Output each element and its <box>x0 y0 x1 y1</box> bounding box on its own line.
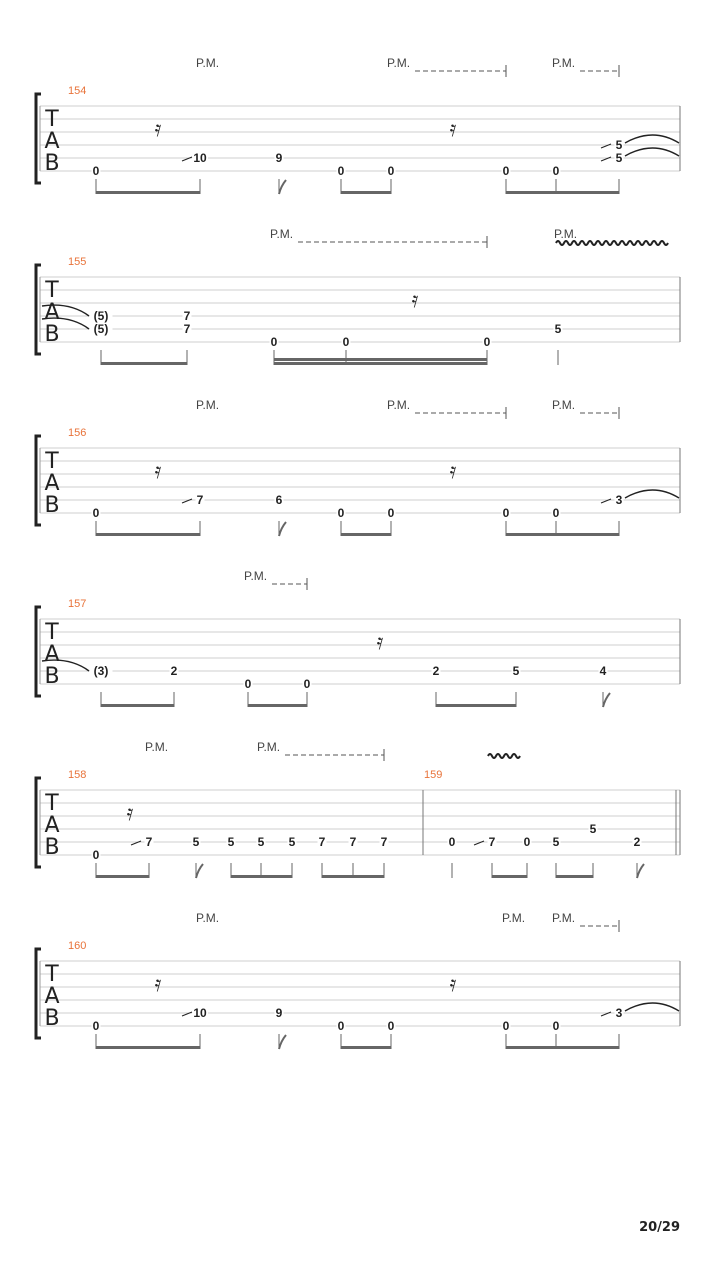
fret-number: (5) <box>93 322 109 336</box>
tab-system <box>36 569 680 707</box>
tie-arc <box>625 135 679 143</box>
note-beam <box>506 533 619 536</box>
measure-number: 159 <box>424 769 443 781</box>
fret-number: 5 <box>554 322 562 336</box>
note-beam <box>322 875 384 878</box>
fret-number: 0 <box>502 1019 510 1033</box>
fret-number: 7 <box>183 322 191 336</box>
fret-number: 6 <box>275 493 283 507</box>
tab-system <box>36 56 680 194</box>
fret-number: 0 <box>303 677 311 691</box>
note-beam <box>96 875 149 878</box>
tab-system <box>36 911 680 1049</box>
fret-number: 0 <box>92 848 100 862</box>
fret-number: 0 <box>483 335 491 349</box>
fret-number: 5 <box>589 822 597 836</box>
tab-clef-letter: A <box>44 300 60 325</box>
rest-symbol: 𝄿 <box>154 459 162 484</box>
fret-number: 0 <box>448 835 456 849</box>
tab-clef-letter: T <box>45 791 59 816</box>
note-flag <box>637 864 644 878</box>
note-beam <box>506 191 619 194</box>
fret-number: 2 <box>170 664 178 678</box>
fret-number: 0 <box>387 506 395 520</box>
tab-clef-letter: A <box>44 642 60 667</box>
palm-mute-label: P.M. <box>552 398 576 412</box>
fret-number: 7 <box>488 835 496 849</box>
measure-number: 155 <box>68 256 87 268</box>
tab-clef-letter: T <box>45 962 59 987</box>
fret-number: 0 <box>552 164 560 178</box>
fret-number: 0 <box>337 164 345 178</box>
fret-number: 7 <box>183 309 191 323</box>
fret-number: 0 <box>342 335 350 349</box>
fret-number: 5 <box>512 664 520 678</box>
note-beam <box>436 704 516 707</box>
rest-symbol: 𝄿 <box>376 630 384 655</box>
fret-number: (5) <box>93 309 109 323</box>
tie-arc <box>625 1003 679 1011</box>
note-beam <box>341 191 391 194</box>
rest-symbol: 𝄿 <box>449 972 457 997</box>
tab-clef-letter: T <box>45 107 59 132</box>
note-beam <box>492 875 527 878</box>
tab-clef-letter: T <box>45 278 59 303</box>
fret-number: 2 <box>432 664 440 678</box>
palm-mute-label: P.M. <box>270 227 294 241</box>
tab-clef-letter: B <box>44 493 60 518</box>
vibrato-marking <box>488 754 520 758</box>
rest-symbol: 𝄿 <box>154 972 162 997</box>
note-beam <box>101 362 187 365</box>
note-beam <box>274 358 487 361</box>
palm-mute-label: P.M. <box>552 911 576 925</box>
measure-number: 157 <box>68 598 87 610</box>
note-beam <box>96 533 200 536</box>
tab-clef-letter: B <box>44 322 60 347</box>
fret-number: 7 <box>196 493 204 507</box>
measure-number: 158 <box>68 769 87 781</box>
palm-mute-label: P.M. <box>552 56 576 70</box>
tab-clef-letter: A <box>44 813 60 838</box>
note-beam <box>96 191 200 194</box>
palm-mute-label: P.M. <box>257 740 281 754</box>
tie-arc <box>625 148 679 156</box>
fret-number: 9 <box>275 151 283 165</box>
note-flag <box>279 180 286 194</box>
palm-mute-label: P.M. <box>196 56 220 70</box>
fret-number: 3 <box>615 1006 623 1020</box>
fret-number: 0 <box>552 506 560 520</box>
tab-clef-letter: B <box>44 835 60 860</box>
fret-number: 10 <box>193 151 207 165</box>
rest-symbol: 𝄿 <box>154 117 162 142</box>
fret-number: 0 <box>244 677 252 691</box>
tab-clef-letter: T <box>45 620 59 645</box>
fret-number: 5 <box>227 835 235 849</box>
fret-number: 5 <box>257 835 265 849</box>
note-beam <box>101 704 174 707</box>
fret-number: 5 <box>615 151 623 165</box>
fret-number: 0 <box>523 835 531 849</box>
fret-number: 0 <box>502 506 510 520</box>
tab-clef-letter: A <box>44 984 60 1009</box>
rest-symbol: 𝄿 <box>449 459 457 484</box>
rest-symbol: 𝄿 <box>126 801 134 826</box>
tab-clef-letter: A <box>44 129 60 154</box>
fret-number: 10 <box>193 1006 207 1020</box>
note-beam <box>231 875 292 878</box>
fret-number: 0 <box>552 1019 560 1033</box>
fret-number: 2 <box>633 835 641 849</box>
note-flag <box>603 693 610 707</box>
palm-mute-label: P.M. <box>502 911 526 925</box>
tab-clef-letter: B <box>44 151 60 176</box>
tab-clef-letter: A <box>44 471 60 496</box>
note-beam <box>248 704 307 707</box>
tab-clef-letter: B <box>44 1006 60 1031</box>
note-flag <box>279 1035 286 1049</box>
fret-number: 3 <box>615 493 623 507</box>
palm-mute-label: P.M. <box>244 569 268 583</box>
note-beam <box>556 875 593 878</box>
page-number: 20/29 <box>639 1220 680 1235</box>
measure-number: 160 <box>68 940 87 952</box>
fret-number: 7 <box>349 835 357 849</box>
note-flag <box>196 864 203 878</box>
tab-system <box>36 398 680 536</box>
fret-number: 0 <box>270 335 278 349</box>
fret-number: 5 <box>288 835 296 849</box>
palm-mute-label: P.M. <box>554 227 578 241</box>
note-beam <box>341 533 391 536</box>
palm-mute-label: P.M. <box>145 740 169 754</box>
fret-number: 5 <box>615 138 623 152</box>
palm-mute-label: P.M. <box>196 398 220 412</box>
tab-clef-letter: B <box>44 664 60 689</box>
tab-clef-letter: T <box>45 449 59 474</box>
fret-number: 0 <box>337 1019 345 1033</box>
note-beam <box>506 1046 619 1049</box>
note-beam <box>341 1046 391 1049</box>
fret-number: 0 <box>92 1019 100 1033</box>
tie-arc <box>625 490 679 498</box>
measure-number: 154 <box>68 85 87 97</box>
palm-mute-label: P.M. <box>196 911 220 925</box>
measure-number: 156 <box>68 427 87 439</box>
note-beam <box>274 362 487 365</box>
fret-number: 7 <box>318 835 326 849</box>
fret-number: 0 <box>92 506 100 520</box>
fret-number: 0 <box>92 164 100 178</box>
fret-number: 5 <box>192 835 200 849</box>
note-flag <box>279 522 286 536</box>
tab-system <box>36 740 680 878</box>
fret-number: 7 <box>380 835 388 849</box>
tab-system <box>36 227 680 365</box>
palm-mute-label: P.M. <box>387 398 411 412</box>
fret-number: 4 <box>599 664 607 678</box>
palm-mute-label: P.M. <box>387 56 411 70</box>
fret-number: 9 <box>275 1006 283 1020</box>
fret-number: 0 <box>387 164 395 178</box>
vibrato-marking <box>556 241 668 245</box>
note-beam <box>96 1046 200 1049</box>
fret-number: 5 <box>552 835 560 849</box>
fret-number: 7 <box>145 835 153 849</box>
fret-number: 0 <box>502 164 510 178</box>
fret-number: (3) <box>93 664 109 678</box>
fret-number: 0 <box>337 506 345 520</box>
rest-symbol: 𝄿 <box>411 288 419 313</box>
fret-number: 0 <box>387 1019 395 1033</box>
rest-symbol: 𝄿 <box>449 117 457 142</box>
